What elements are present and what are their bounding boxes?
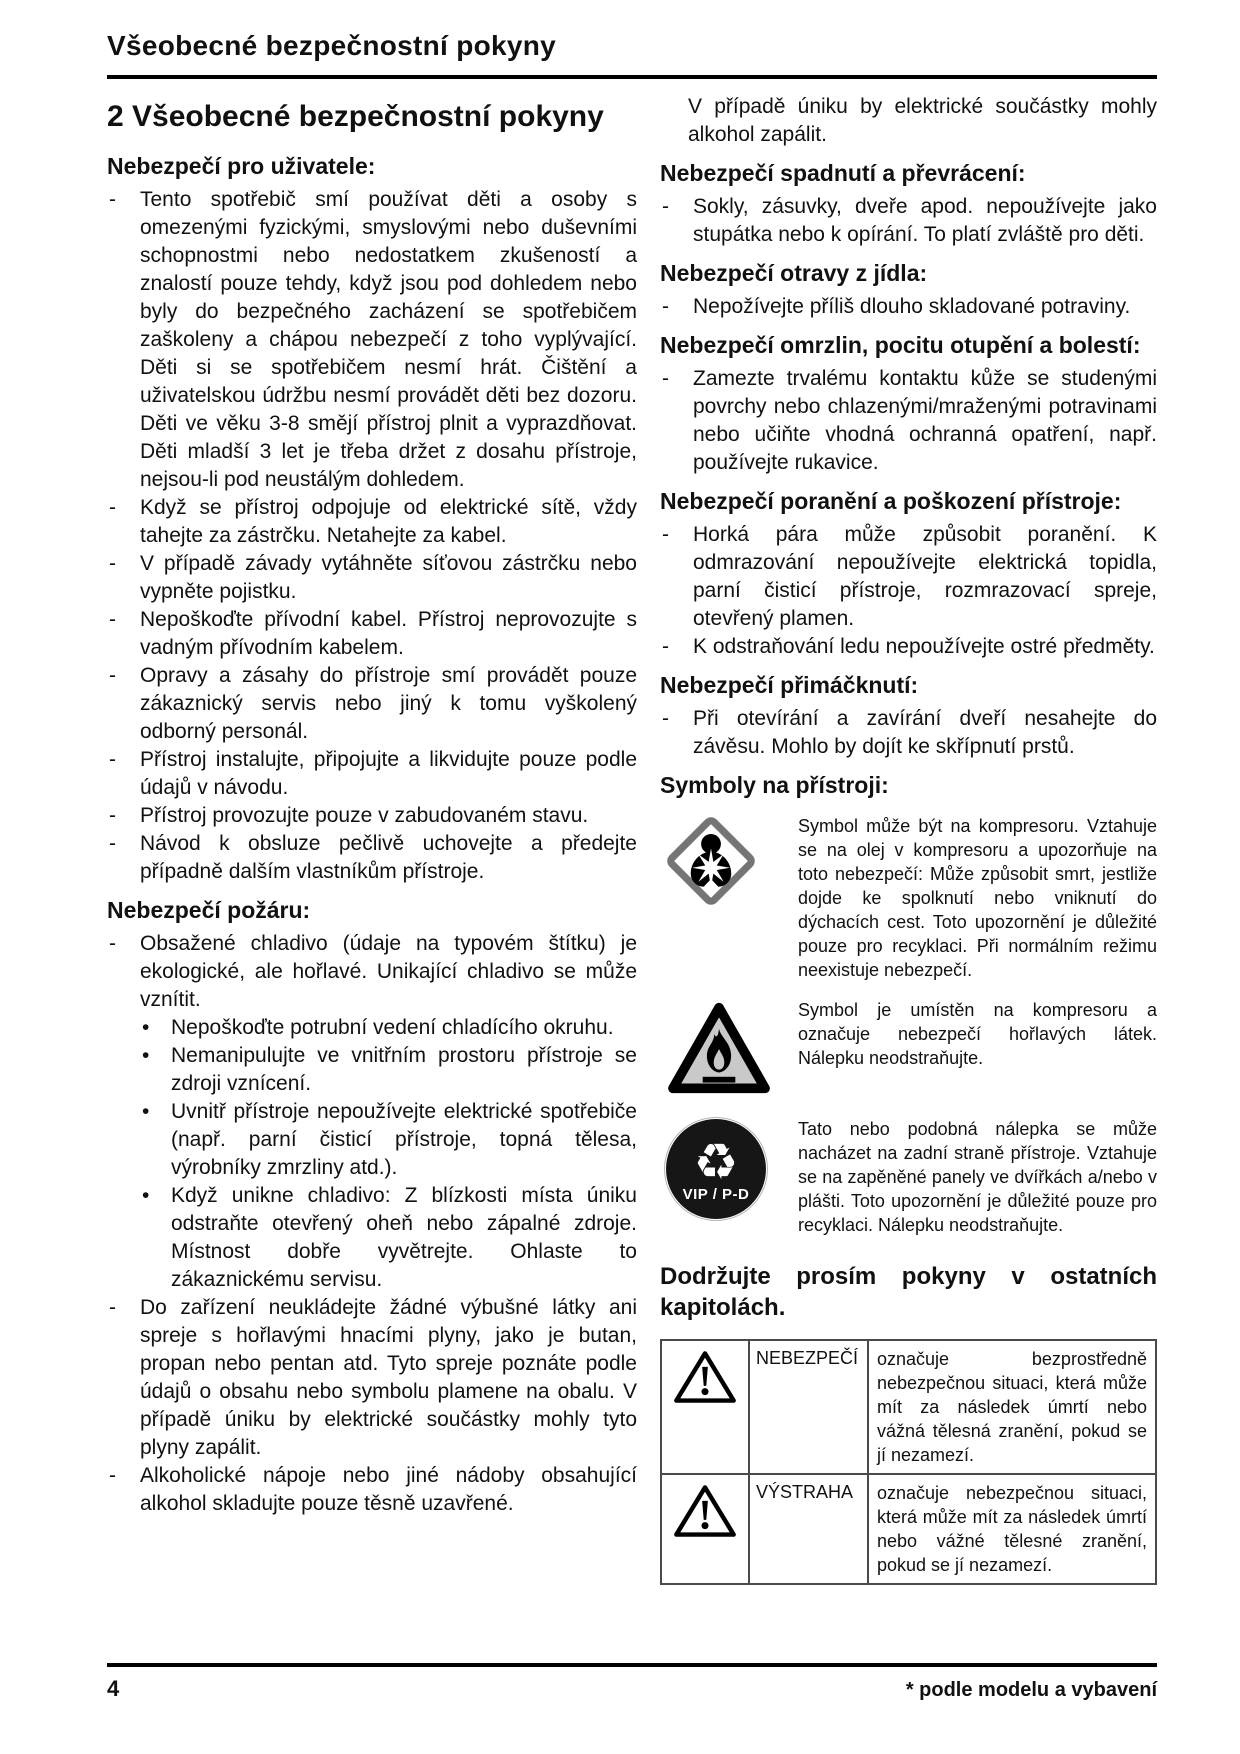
safety-instruction-item: - Přístroj instalujte, připojujte a likvidujte pouze podle údajů v návodu.: [107, 746, 637, 802]
recycling-badge: [666, 1119, 766, 1219]
left-column: [107, 93, 637, 1585]
warning-triangle-icon: [661, 1474, 749, 1584]
safety-instruction-item: - Do zařízení neukládejte žádné výbušné látky ani spreje s hořlavými hnacími plyny, jako je butan, propan nebo pentan atd. Tyto spreje poznáte podle údajů o obsahu nebo symbolu plamene na obalu. V případě úniku by elektrické součástky mohly tyto plyny zapálit.: [107, 1294, 637, 1462]
safety-instruction-item: - Při otevírání a zavírání dveří nesahejte do závěsu. Mohlo by dojít ke skřípnutí prstů.: [660, 705, 1157, 761]
safety-instruction-item: - Obsažené chladivo (údaje na typovém štítku) je ekologické, ale hořlavé. Unikající chladivo se může vznítit.: [107, 930, 637, 1014]
sub-bullet-list: [140, 1014, 637, 1294]
safety-instruction-item: - Návod k obsluze pečlivě uchovejte a předejte případně dalším vlastníkům přístroje.: [107, 830, 637, 886]
chapter-heading: 2 Všeobecné bezpečnostní pokyny: [107, 100, 604, 133]
symbol-row: [660, 998, 1157, 1101]
safety-instruction-item: - Alkoholické nápoje nebo jiné nádoby obsahující alkohol skladujte pouze těsně uzavřené.: [107, 1462, 637, 1518]
section-heading: Nebezpečí přimáčknutí:: [660, 672, 919, 698]
recycling-arrows-icon: ♻: [693, 1132, 739, 1191]
signal-word: NEBEZPEČÍ: [749, 1340, 868, 1474]
safety-instruction-item: - Sokly, zásuvky, dveře apod. nepoužívejte jako stupátka nebo k opírání. To platí zvláště pro děti.: [660, 193, 1157, 249]
flammable-warning-triangle-icon: [660, 998, 798, 1101]
page-footer: [107, 1663, 1157, 1702]
safety-instruction-item: - V případě závady vytáhněte síťovou zástrčku nebo vypněte pojistku.: [107, 550, 637, 606]
signal-word-definition: označuje nebezpečnou situaci, která může mít za následek úmrtí nebo vážné tělesné zranění, pokud se jí nezamezí.: [868, 1474, 1156, 1584]
safety-instruction-item: - Přístroj provozujte pouze v zabudovaném stavu.: [107, 802, 637, 830]
section-heading: Nebezpečí požáru:: [107, 897, 311, 923]
symbol-row: [660, 814, 1157, 982]
safety-instruction-item: - Horká pára může způsobit poranění. K odmrazování nepoužívejte elektrická topidla, parní čisticí přístroje, rozmrazovací spreje, otevřený plamen.: [660, 521, 1157, 633]
section-heading: Nebezpečí pro uživatele:: [107, 153, 376, 179]
safety-instruction-item: - Opravy a zásahy do přístroje smí provádět pouze zákaznický servis nebo jiný k tomu vyškolený odborný personál.: [107, 662, 637, 746]
header-rule: [107, 75, 1157, 79]
table-row: [661, 1340, 1156, 1474]
symbol-description: Symbol může být na kompresoru. Vztahuje se na olej v kompresoru a upozorňuje na toto nebezpečí: Může způsobit smrt, jestliže dojde ke spolknutí nebo vniknutí do dýchacích cest. Toto upozornění je důležité pouze pro recyklaci. Při normálním režimu neexistuje nebezpečí.: [798, 816, 1157, 980]
safety-instruction-subitem: • Nepoškoďte potrubní vedení chladícího okruhu.: [140, 1014, 637, 1042]
safety-instruction-item: - Nepoškoďte přívodní kabel. Přístroj neprovozujte s vadným přívodním kabelem.: [107, 606, 637, 662]
symbol-description: Tato nebo podobná nálepka se může nacházet na zadní straně přístroje. Vztahuje se na zapěněné panely ve dvířkách a/nebo v plášti. Toto upozornění je důležité pouze pro recyklaci. Nálepku neodstraňujte.: [798, 1119, 1157, 1235]
symbol-description: Symbol je umístěn na kompresoru a označuje nebezpečí hořlavých látek. Nálepku neodstraňujte.: [798, 1000, 1157, 1068]
section-heading: Nebezpečí otravy z jídla:: [660, 260, 928, 286]
section-heading: Nebezpečí poranění a poškození přístroje:: [660, 488, 1122, 514]
signal-word-table: [660, 1339, 1157, 1585]
running-header-title: Všeobecné bezpečnostní pokyny: [107, 30, 557, 61]
safety-instruction-subitem: • Když unikne chladivo: Z blízkosti místa úniku odstraňte otevřený oheň nebo zápalné zdroje. Místnost dobře vyvětrejte. Ohlaste to zákaznickému servisu.: [140, 1182, 637, 1294]
safety-instruction-subitem: • Uvnitř přístroje nepoužívejte elektrické spotřebiče (např. parní čisticí přístroje, topná tělesa, výrobníky zmrzliny atd.).: [140, 1098, 637, 1182]
signal-word: VÝSTRAHA: [749, 1474, 868, 1584]
symbol-row: [660, 1117, 1157, 1237]
two-column-layout: [107, 93, 1157, 1585]
page-number: 4: [107, 1676, 120, 1701]
section-heading: Nebezpečí spadnutí a převrácení:: [660, 160, 1026, 186]
safety-instruction-item: - Nepožívejte příliš dlouho skladované potraviny.: [660, 293, 1157, 321]
safety-instruction-item: - Když se přístroj odpojuje od elektrické sítě, vždy tahejte za zástrčku. Netahejte za kabel.: [107, 494, 637, 550]
page-content: [107, 0, 1157, 1585]
footer-note: * podle modelu a vybavení: [905, 1679, 1157, 1701]
signal-word-definition: označuje bezprostředně nebezpečnou situaci, která může mít za následek úmrtí nebo vážná tělesná zranění, pokud se jí nezamezí.: [868, 1340, 1156, 1474]
safety-instruction-subitem: • Nemanipulujte ve vnitřním prostoru přístroje se zdroji vznícení.: [140, 1042, 637, 1098]
cross-reference-note: Dodržujte prosím pokyny v ostatních kapitolách.: [660, 1263, 1157, 1321]
safety-instruction-item: - Tento spotřebič smí používat děti a osoby s omezenými fyzickými, smyslovými nebo duševními schopnostmi nebo nedostatkem zkušeností a znalostí pouze tehdy, když jsou pod dohledem nebo byly do bezpečného zacházení se spotřebičem zaškoleny a chápou nebezpečí z toho vyplývající. Děti si se spotřebičem nesmí hrát. Čištění a uživatelskou údržbu nesmí provádět děti bez dozoru. Děti ve věku 3-8 smějí přístroj plnit a vyprazdňovat. Děti mladší 3 let je třeba držet z dosahu přístroje, nejsou-li pod neustálým dohledem.: [107, 186, 637, 494]
warning-triangle-icon: [661, 1340, 749, 1474]
section-heading: Nebezpečí omrzlin, pocitu otupění a bolestí:: [660, 332, 1141, 358]
section-heading: Symboly na přístroji:: [660, 772, 889, 798]
continued-paragraph: V případě úniku by elektrické součástky mohly alkohol zapálit.: [688, 95, 1157, 146]
recycling-badge-label: VIP / P-D: [682, 1185, 750, 1203]
page-header: [107, 0, 1157, 79]
recycling-circle-icon: [660, 1117, 798, 1237]
aspiration-hazard-diamond-icon: [660, 814, 798, 982]
right-column: [660, 93, 1157, 1585]
safety-instruction-item: - Zamezte trvalému kontaktu kůže se studenými povrchy nebo chlazenými/mraženými potravinami nebo učiňte vhodná ochranná opatření, např. používejte rukavice.: [660, 365, 1157, 477]
table-row: [661, 1474, 1156, 1584]
safety-instruction-item: - K odstraňování ledu nepoužívejte ostré předměty.: [660, 633, 1157, 661]
